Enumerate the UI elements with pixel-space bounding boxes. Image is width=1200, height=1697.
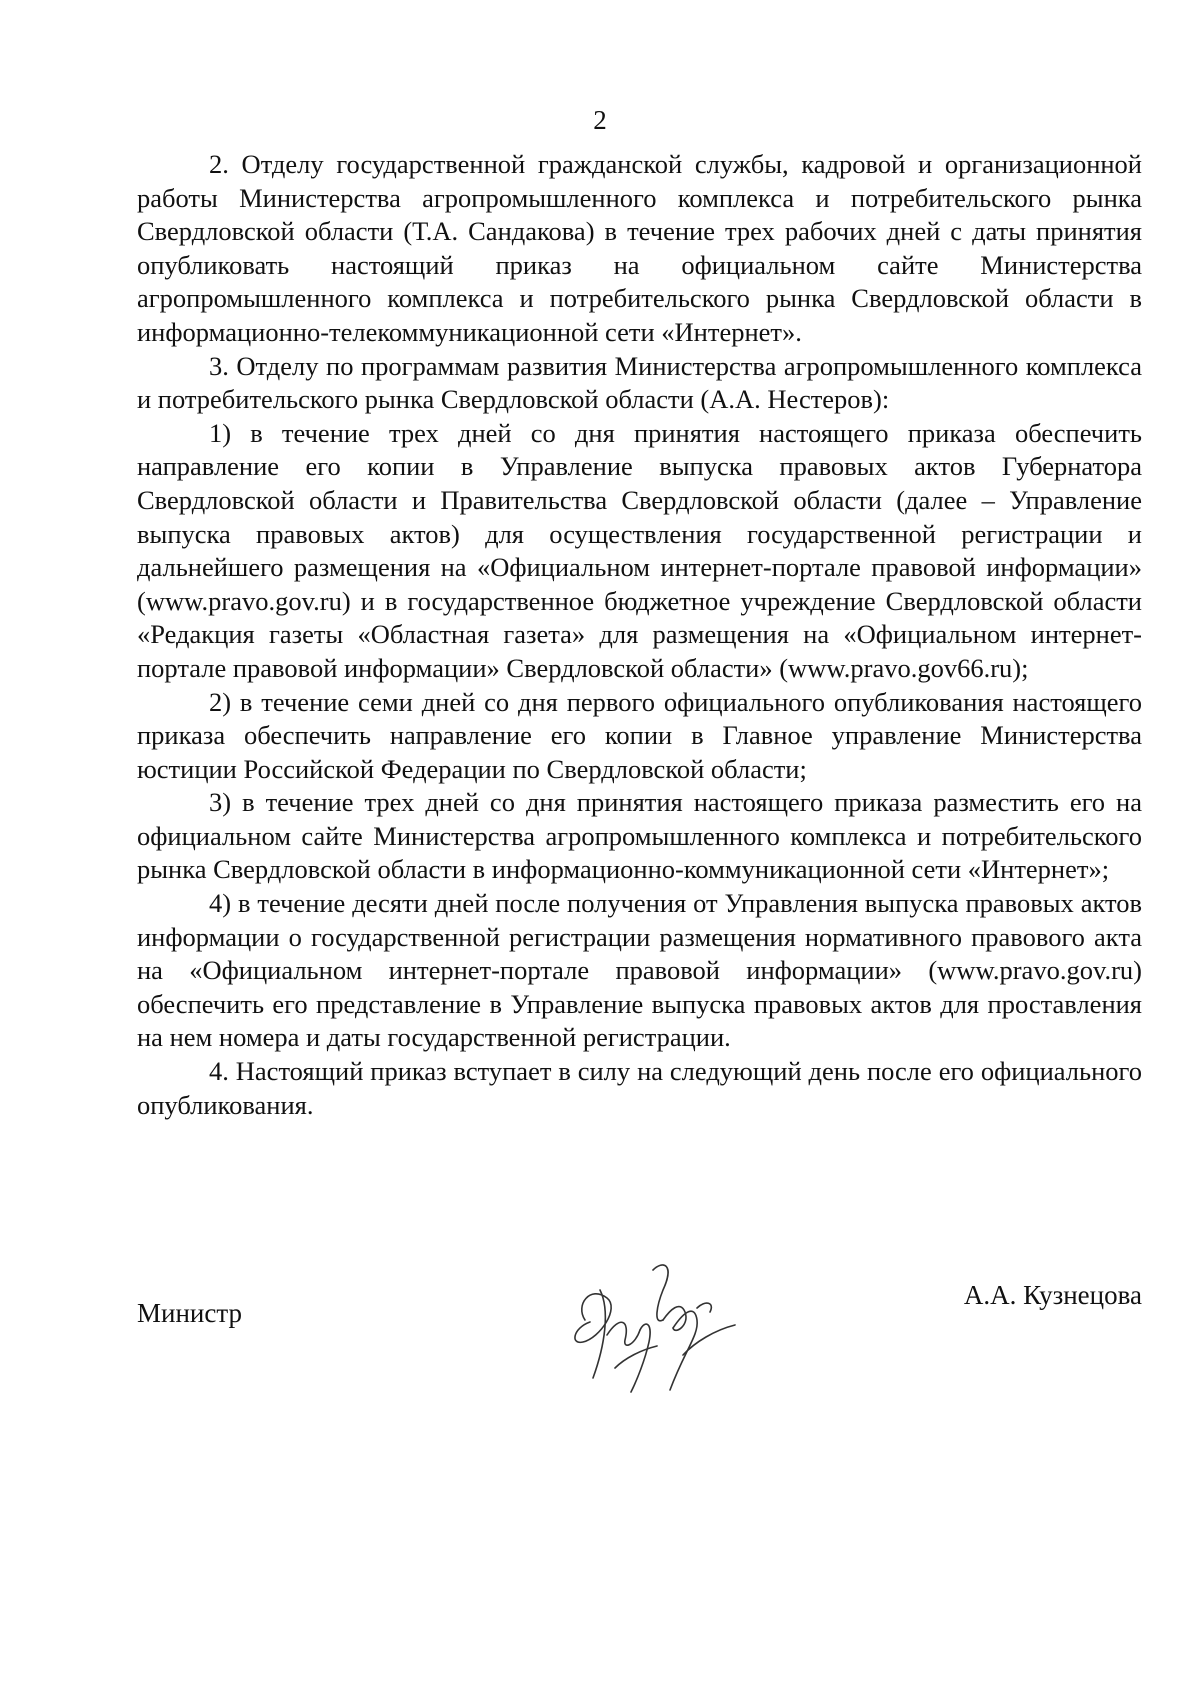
paragraph-2-publication: 2. Отделу государственной гражданской службы, кадровой и организационной работы Министерства агропромышленного комплекса и потребительского рынка Свердловской области (Т.А. Сандакова) в течение трех рабочих дней с даты принятия опубликовать настоящий приказ на официальном сайте Министерства агропромышленного комплекса и потребительского рынка Свердловской области в информационно-телекоммуникационной сети «Интернет». — [137, 149, 1142, 347]
subparagraph-2-justice-ministry: 2) в течение семи дней со дня первого официального опубликования настоящего приказа обеспечить направление его копии в Главное управление Министерства юстиции Российской Федерации по Свердловской области; — [137, 686, 1142, 784]
signature-block — [137, 1280, 1142, 1336]
signatory-name: А.А. Кузнецова — [963, 1280, 1142, 1310]
subparagraph-1-registration: 1) в течение трех дней со дня принятия настоящего приказа обеспечить направление его копии в Управление выпуска правовых актов Губернатора Свердловской области и Правительства Свердловской области (далее – Управление выпуска правовых актов) для осуществления государственной регистрации и дальнейшего размещения на «Официальном интернет-портале правовой информации» (www.pravo.gov.ru) и в государственное бюджетное учреждение Свердловской области «Редакция газеты «Областная газета» для размещения на «Официальном интернет-портале правовой информации» Свердловской области» (www.pravo.gov66.ru); — [137, 417, 1142, 683]
paragraph-3-program-department: 3. Отделу по программам развития Министерства агропромышленного комплекса и потребительского рынка Свердловской области (А.А. Нестеров): — [137, 350, 1142, 415]
subparagraph-3-website: 3) в течение трех дней со дня принятия настоящего приказа разместить его на официальном сайте Министерства агропромышленного комплекса и потребительского рынка Свердловской области в информационно-коммуникационной сети «Интернет»; — [137, 787, 1142, 885]
paragraph-4-entry-into-force: 4. Настоящий приказ вступает в силу на следующий день после его официального опубликования. — [137, 1056, 1142, 1120]
document-body — [137, 148, 1142, 1122]
page-number: 2 — [593, 105, 607, 135]
signatory-title: Министр — [137, 1298, 242, 1328]
subparagraph-4-registration-number: 4) в течение десяти дней после получения от Управления выпуска правовых актов информации о государственной регистрации размещения нормативного правового акта на «Официальном интернет-портале правовой информации» (www.pravo.gov.ru) обеспечить его представление в Управление выпуска правовых актов для проставления на нем номера и даты государственной регистрации. — [137, 888, 1142, 1053]
